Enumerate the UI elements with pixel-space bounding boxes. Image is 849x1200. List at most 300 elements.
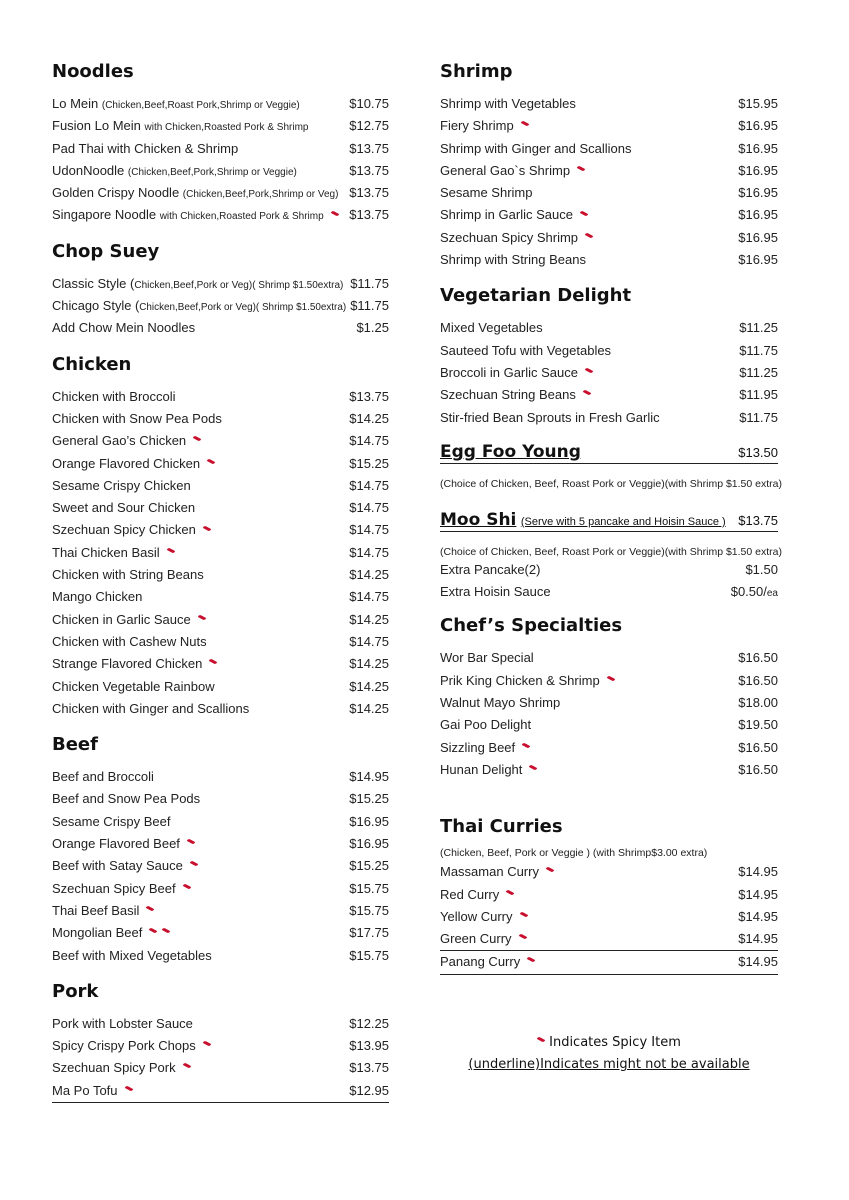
menu-item-name	[440, 138, 631, 160]
menu-item-price	[739, 384, 778, 406]
moo-shi-title: Moo Shi	[440, 509, 517, 530]
menu-item-price	[349, 586, 389, 608]
menu-item-name	[440, 692, 560, 714]
section-title-vegetarian: Vegetarian Delight	[440, 285, 632, 307]
menu-item	[52, 453, 389, 475]
menu-item-label: Sweet and Sour Chicken	[52, 500, 196, 516]
menu-item-price-value: $13.75	[349, 185, 389, 201]
menu-item-price-value: $14.25	[349, 700, 389, 716]
menu-item-price	[738, 115, 778, 137]
moo-shi-header	[440, 510, 778, 532]
chili-icon	[182, 883, 190, 889]
menu-item-price	[349, 430, 389, 452]
menu-item-name	[52, 653, 217, 675]
menu-item-label: Prik King Chicken & Shrimp	[440, 672, 600, 688]
menu-item-price-value: $14.75	[349, 589, 389, 605]
menu-item-name	[52, 1013, 193, 1035]
menu-item-price	[350, 295, 389, 317]
menu-item-label: Pork with Lobster Sauce	[52, 1015, 193, 1031]
menu-item-name	[52, 788, 200, 810]
menu-item-note: with Chicken,Roasted Pork & Shrimp	[144, 122, 309, 134]
menu-item-price-value: $14.25	[349, 656, 389, 672]
menu-item-price	[739, 407, 778, 429]
menu-item	[52, 160, 389, 182]
chili-icon	[190, 861, 198, 867]
menu-item-price	[739, 362, 778, 384]
menu-item	[440, 884, 778, 906]
menu-item-label: Szechuan Spicy Beef	[52, 880, 176, 896]
menu-item-label: Orange Flavored Chicken	[52, 455, 201, 471]
menu-item-price-unit: ea	[766, 588, 778, 600]
menu-item-label: Singapore Noodle	[52, 207, 160, 223]
menu-item-label: Stir-fried Bean Sprouts in Fresh Garlic	[440, 409, 660, 425]
menu-item	[52, 698, 389, 720]
menu-item-price	[349, 138, 389, 160]
menu-item-price-value: $16.95	[349, 813, 389, 829]
menu-item-price-value: $12.95	[349, 1082, 389, 1098]
menu-item-name	[440, 204, 588, 226]
menu-item-name	[440, 115, 529, 137]
chili-icon	[518, 933, 526, 939]
menu-item-price-value: $16.95	[738, 185, 778, 201]
menu-item-name	[52, 453, 215, 475]
menu-item-price-value: $14.95	[738, 886, 778, 902]
menu-item-price	[349, 788, 389, 810]
menu-item-price-value: $15.75	[349, 902, 389, 918]
menu-item-label: General Gao’s Chicken	[52, 433, 187, 449]
section-moo-shi-extras	[440, 559, 778, 604]
menu-item-price-value: $15.75	[349, 880, 389, 896]
menu-item-price-value: $11.75	[739, 409, 778, 425]
menu-item-name	[52, 922, 170, 944]
menu-item-name	[52, 766, 154, 788]
left-column	[52, 60, 389, 1116]
menu-item	[52, 93, 389, 115]
menu-item-price	[349, 475, 389, 497]
menu-item-name	[440, 317, 543, 339]
menu-item-price-value: $19.50	[738, 717, 778, 733]
menu-item	[52, 204, 389, 226]
menu-item-price	[738, 647, 778, 669]
menu-item-label: Shrimp in Garlic Sauce	[440, 207, 573, 223]
menu-item-name	[52, 1080, 133, 1102]
section-chicken	[52, 386, 389, 720]
menu-item-price	[349, 1035, 389, 1057]
menu-item-price	[349, 878, 389, 900]
menu-item	[52, 1013, 389, 1035]
chili-icon	[146, 905, 154, 911]
menu-item-name	[52, 811, 171, 833]
menu-item	[52, 138, 389, 160]
section-shrimp	[440, 93, 778, 271]
menu-item	[52, 653, 389, 675]
menu-item-label: Gai Poo Delight	[440, 717, 532, 733]
menu-item-name	[52, 698, 249, 720]
menu-item-name	[440, 182, 532, 204]
menu-item	[52, 945, 389, 967]
menu-item-name	[440, 340, 611, 362]
menu-item-name	[52, 1057, 191, 1079]
menu-item-price	[739, 340, 778, 362]
menu-item-label: Walnut Mayo Shrimp	[440, 695, 561, 711]
menu-item-price	[350, 273, 389, 295]
menu-item-label: Chicken in Garlic Sauce	[52, 611, 191, 627]
menu-item-label: Beef with Satay Sauce	[52, 858, 183, 874]
chili-icon	[166, 547, 174, 553]
menu-item	[52, 386, 389, 408]
menu-item-label: Red Curry	[440, 886, 500, 902]
menu-item-label: General Gao`s Shrimp	[440, 162, 571, 178]
menu-item	[52, 564, 389, 586]
menu-item-name	[440, 759, 537, 781]
menu-item-name	[52, 542, 175, 564]
menu-item	[440, 115, 778, 137]
menu-item-price	[349, 160, 389, 182]
menu-item-label: Shrimp with Vegetables	[440, 96, 576, 111]
chili-icon	[527, 957, 535, 963]
menu-item-price-value: $11.75	[350, 298, 389, 314]
chili-icon	[580, 210, 588, 216]
menu-item-price-value: $17.75	[349, 925, 389, 941]
section-chefs	[440, 647, 778, 781]
section-chop-suey	[52, 273, 389, 340]
menu-item-name	[52, 295, 346, 319]
menu-item-price-value: $14.25	[349, 410, 389, 426]
menu-item-price-value: $14.75	[349, 544, 389, 560]
menu-item-label: Fusion Lo Mein	[52, 118, 145, 134]
menu-item-name	[440, 384, 591, 406]
menu-item-label: Beef with Mixed Vegetables	[52, 947, 212, 963]
menu-item-label: Fiery Shrimp	[440, 118, 514, 134]
menu-item-label: Broccoli in Garlic Sauce	[440, 364, 578, 380]
menu-item-label: Szechuan String Beans	[440, 387, 576, 403]
menu-item-label: Chicago Style (	[52, 298, 140, 314]
chili-icon	[537, 1036, 545, 1042]
menu-item-price	[349, 945, 389, 967]
menu-item-price-value: $13.75	[349, 1060, 389, 1076]
menu-item-label: Panang Curry	[440, 954, 521, 970]
menu-item	[440, 714, 778, 736]
menu-item-price-value: $15.25	[349, 791, 389, 807]
menu-item-label: Sesame Shrimp	[440, 185, 533, 201]
moo-shi-subtitle: (Serve with 5 pancake and Hoisin Sauce )	[520, 515, 726, 528]
menu-item-price	[349, 766, 389, 788]
menu-item-price	[349, 855, 389, 877]
menu-item-price-value: $15.75	[349, 947, 389, 963]
section-title-beef: Beef	[52, 734, 98, 756]
menu-item	[52, 766, 389, 788]
menu-item	[52, 1057, 389, 1079]
menu-item-price	[738, 138, 778, 160]
menu-item-price	[739, 317, 778, 339]
menu-item	[440, 928, 778, 951]
menu-item	[52, 519, 389, 541]
menu-item-name	[52, 430, 201, 452]
menu-item	[440, 759, 778, 781]
section-vegetarian	[440, 317, 778, 428]
chili-icon	[207, 458, 215, 464]
section-beef	[52, 766, 389, 967]
menu-item-label: Sizzling Beef	[440, 739, 516, 755]
menu-item-name	[440, 906, 528, 928]
menu-item-price	[738, 249, 778, 271]
menu-item-label: Beef and Snow Pea Pods	[52, 791, 201, 807]
menu-item-name	[52, 138, 238, 160]
menu-item-name	[52, 586, 142, 608]
menu-item-label: Orange Flavored Beef	[52, 836, 180, 852]
menu-item-price-value: $14.75	[349, 500, 389, 516]
menu-item-price-value: $15.25	[349, 455, 389, 471]
menu-item-price-value: $14.25	[349, 611, 389, 627]
menu-item-price-value: $13.75	[349, 140, 389, 156]
menu-item-label: Szechuan Spicy Pork	[52, 1060, 176, 1076]
menu-item-price-value: $13.75	[349, 207, 389, 223]
menu-item-name	[52, 317, 195, 339]
menu-item-label: Mixed Vegetables	[440, 320, 543, 336]
menu-item	[52, 542, 389, 564]
menu-item-name	[440, 951, 535, 973]
menu-item-label: Sauteed Tofu with Vegetables	[440, 342, 612, 358]
menu-item-name	[52, 833, 195, 855]
egg-foo-young-price: $13.50	[738, 444, 778, 460]
menu-item-name	[440, 647, 534, 669]
menu-item-name	[52, 900, 154, 922]
chili-icon	[162, 928, 170, 934]
menu-item	[52, 295, 389, 317]
menu-item-price	[738, 737, 778, 759]
menu-item-price-value: $10.75	[349, 96, 389, 111]
menu-item-price	[738, 951, 778, 973]
menu-item-label: UdonNoodle	[52, 162, 128, 178]
chili-icon	[546, 867, 554, 873]
menu-item-name	[440, 884, 514, 906]
menu-item-price-value: $16.95	[738, 118, 778, 134]
menu-item-name	[440, 581, 551, 603]
menu-item-price	[738, 714, 778, 736]
menu-item-price-value: $11.25	[739, 364, 778, 380]
menu-item-label: Lo Mein	[52, 96, 102, 111]
menu-item-price	[349, 182, 389, 204]
menu-item-name	[52, 676, 215, 698]
section-title-shrimp: Shrimp	[440, 61, 513, 82]
menu-item-name	[440, 227, 593, 249]
menu-item-price-value: $16.95	[738, 162, 778, 178]
section-thai-curries	[440, 861, 778, 974]
menu-item-price-value: $14.95	[738, 954, 778, 970]
menu-item-note: (Chicken,Beef,Pork,Shrimp or Veg)	[182, 189, 339, 201]
chili-icon	[522, 742, 530, 748]
legend	[440, 1032, 778, 1076]
menu-item	[440, 861, 778, 883]
menu-item-note: with Chicken,Roasted Pork & Shrimp	[159, 211, 324, 223]
section-title-chicken: Chicken	[52, 353, 132, 375]
menu-item-price-value: $14.95	[738, 908, 778, 924]
section-title-thai-curries: Thai Curries	[440, 816, 563, 838]
menu-item-note: Chicken,Beef,Pork or Veg)( Shrimp $1.50extra)	[139, 302, 347, 314]
menu-item	[440, 692, 778, 714]
menu-item-price	[349, 564, 389, 586]
menu-item-label: Classic Style (	[52, 275, 135, 291]
menu-item-price-value: $12.75	[349, 118, 389, 134]
menu-item-name	[52, 273, 343, 297]
menu-item	[52, 676, 389, 698]
menu-item-price-value: $13.75	[349, 162, 389, 178]
menu-item-price-value: $1.50	[745, 561, 778, 577]
menu-item-price	[738, 928, 778, 950]
menu-item-price-value: $13.75	[349, 388, 389, 404]
menu-item-price-value: $14.95	[349, 769, 389, 785]
menu-item-price-value: $14.25	[349, 567, 389, 583]
chili-icon	[585, 367, 593, 373]
chili-icon	[330, 210, 338, 216]
menu-item-name	[52, 475, 191, 497]
menu-item-price-value: $11.75	[350, 275, 389, 291]
menu-item-price	[738, 906, 778, 928]
menu-item-name	[52, 564, 204, 586]
menu-item-name	[52, 160, 297, 184]
menu-item	[52, 1035, 389, 1057]
menu-item-price	[349, 115, 389, 137]
menu-item-name	[52, 945, 212, 967]
menu-item-price-value: $14.25	[349, 678, 389, 694]
menu-item	[52, 430, 389, 452]
chili-icon	[187, 838, 195, 844]
menu-item-name	[52, 182, 338, 206]
menu-item	[440, 182, 778, 204]
menu-item-note: (Chicken,Beef,Pork,Shrimp or Veggie)	[127, 166, 297, 178]
menu-item-price	[349, 922, 389, 944]
menu-item-name	[440, 861, 554, 883]
menu-item-price-value: $16.50	[738, 650, 778, 666]
chili-icon	[197, 614, 205, 620]
menu-item-name	[52, 386, 176, 408]
menu-item	[440, 670, 778, 692]
menu-item-price-value: $14.75	[349, 477, 389, 493]
chili-icon	[583, 390, 591, 396]
menu-item-name	[440, 928, 527, 950]
menu-item-name	[440, 362, 593, 384]
menu-item-name	[440, 93, 576, 115]
menu-item-price	[738, 861, 778, 883]
menu-item-price-value: $14.75	[349, 433, 389, 449]
menu-item	[440, 407, 778, 429]
menu-item-price-value: $11.75	[739, 342, 778, 358]
menu-item-label: Add Chow Mein Noodles	[52, 320, 196, 336]
menu-item-label: Sesame Crispy Beef	[52, 813, 171, 829]
menu-item-label: Strange Flavored Chicken	[52, 656, 203, 672]
menu-item-label: Thai Chicken Basil	[52, 544, 160, 560]
menu-item-price-value: $11.95	[739, 387, 778, 403]
menu-item	[52, 922, 389, 944]
menu-item	[52, 497, 389, 519]
menu-item	[52, 475, 389, 497]
menu-item-price-value: $16.50	[738, 672, 778, 688]
menu-item-label: Spicy Crispy Pork Chops	[52, 1038, 196, 1054]
menu-item	[440, 138, 778, 160]
menu-item	[52, 855, 389, 877]
menu-item-price-value: $12.25	[349, 1015, 389, 1031]
menu-item-price	[349, 653, 389, 675]
menu-item-label: Extra Pancake(2)	[440, 561, 541, 577]
menu-item-label: Sesame Crispy Chicken	[52, 477, 191, 493]
menu-item-price	[738, 227, 778, 249]
menu-item	[440, 227, 778, 249]
menu-item-price	[349, 93, 389, 115]
menu-item	[52, 811, 389, 833]
menu-item-price	[349, 408, 389, 430]
menu-item-price	[738, 182, 778, 204]
section-pork	[52, 1013, 389, 1103]
menu-item-label: Chicken Vegetable Rainbow	[52, 678, 215, 694]
menu-item	[52, 631, 389, 653]
menu-item-price-value: $13.95	[349, 1038, 389, 1054]
chili-icon	[577, 165, 585, 171]
menu-item-price-value: $18.00	[738, 695, 778, 711]
chili-icon	[182, 1063, 190, 1069]
chili-icon	[203, 525, 211, 531]
menu-item	[52, 115, 389, 137]
menu-item-price	[349, 676, 389, 698]
legend-spicy	[440, 1032, 778, 1054]
menu-item-label: Extra Hoisin Sauce	[440, 584, 551, 600]
menu-item-price-value: $14.95	[738, 931, 778, 947]
menu-item-name	[52, 408, 222, 430]
menu-item	[52, 273, 389, 295]
menu-item-label: Thai Beef Basil	[52, 902, 140, 918]
menu-item-label: Shrimp with Ginger and Scallions	[440, 140, 632, 156]
menu-item-price-value: $1.25	[356, 320, 389, 336]
menu-item-price-value: $11.25	[739, 320, 778, 336]
menu-item	[52, 408, 389, 430]
menu-item-label: Szechuan Spicy Chicken	[52, 522, 196, 538]
chili-icon	[209, 659, 217, 665]
menu-item	[52, 833, 389, 855]
menu-item-price	[731, 581, 778, 605]
menu-item-label: Shrimp with String Beans	[440, 252, 586, 268]
menu-item-price-value: $16.95	[738, 207, 778, 223]
menu-item	[440, 362, 778, 384]
menu-item-price	[738, 692, 778, 714]
menu-item-label: Golden Crispy Noodle	[52, 185, 183, 201]
menu-item-label: Szechuan Spicy Shrimp	[440, 229, 579, 245]
menu-item-price-value: $0.50/	[730, 584, 767, 600]
menu-item-label: Chicken with Snow Pea Pods	[52, 410, 222, 426]
right-column	[440, 60, 782, 988]
menu-item-name	[52, 878, 191, 900]
menu-item-price	[745, 559, 778, 581]
menu-item-label: Green Curry	[440, 931, 512, 947]
menu-item-price	[349, 833, 389, 855]
menu-item-price	[738, 884, 778, 906]
menu-item-note: (Chicken,Beef,Roast Pork,Shrimp or Veggie)	[101, 100, 300, 111]
menu-item-name	[440, 670, 615, 692]
menu-item-price	[349, 609, 389, 631]
chili-icon	[529, 764, 537, 770]
menu-item	[440, 737, 778, 759]
section-title-noodles: Noodles	[52, 61, 134, 82]
menu-item-label: Massaman Curry	[440, 864, 539, 880]
menu-item-name	[440, 714, 531, 736]
menu-item	[52, 609, 389, 631]
menu-item-price	[349, 900, 389, 922]
chili-icon	[606, 675, 614, 681]
menu-item-label: Mango Chicken	[52, 589, 143, 605]
menu-item	[440, 249, 778, 271]
menu-item-price-value: $16.50	[738, 761, 778, 777]
menu-item-price-value: $14.95	[738, 864, 778, 880]
menu-item-label: Chicken with Ginger and Scallions	[52, 700, 250, 716]
menu-item-price	[349, 1057, 389, 1079]
